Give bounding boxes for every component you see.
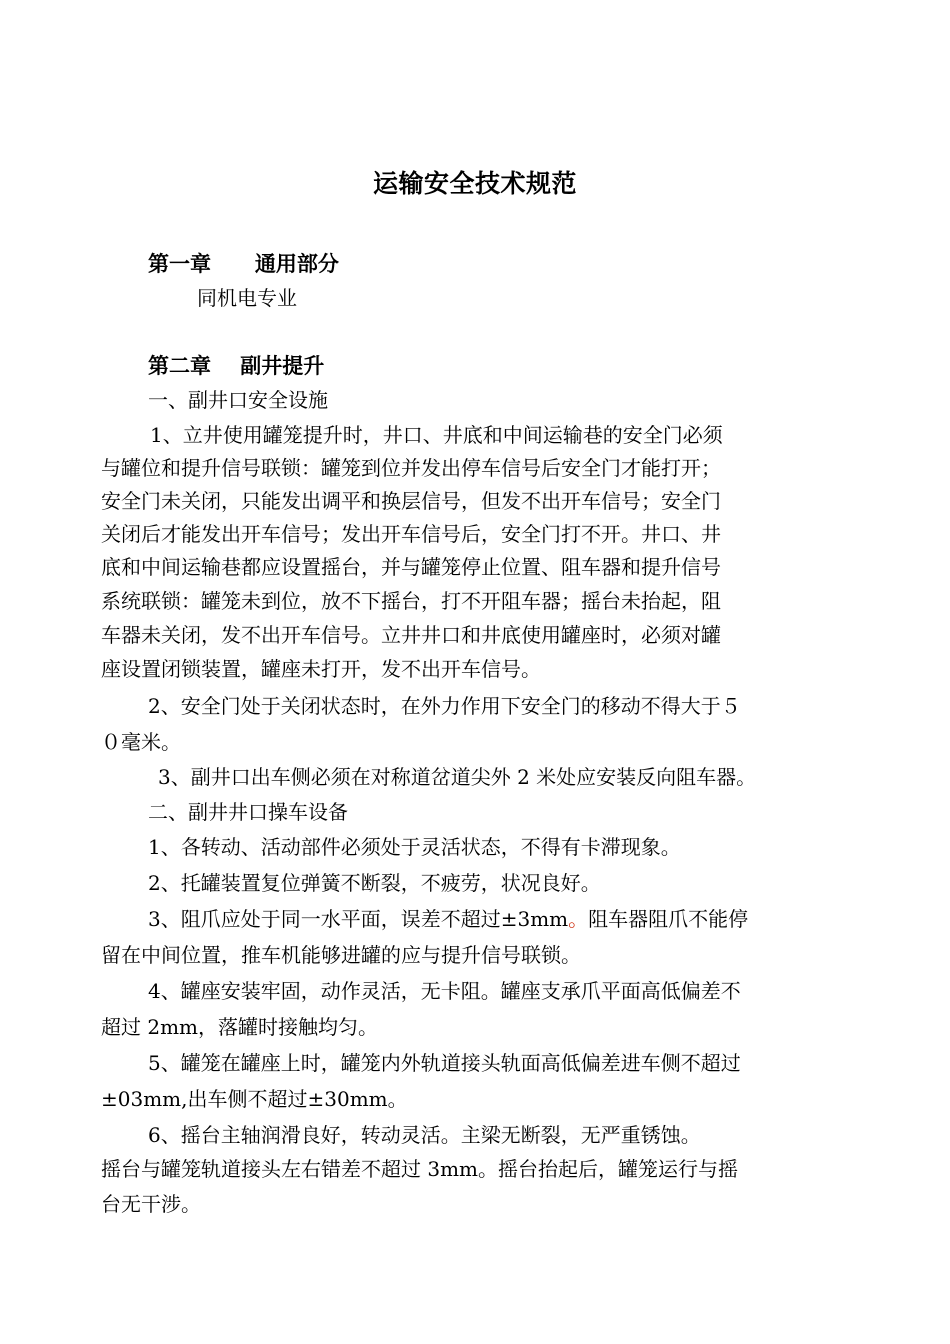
paragraph-line: 车器未关闭，发不出开车信号。立井井口和井底使用罐座时，必须对罐 [101,623,721,647]
paragraph-line: 5、罐笼在罐座上时，罐笼内外轨道接头轨面高低偏差进车侧不超过 [148,1051,741,1075]
paragraph-line: 摇台与罐笼轨道接头左右错差不超过 3mm。摇台抬起后，罐笼运行与摇 [101,1157,739,1181]
paragraph-line: 留在中间位置，推车机能够进罐的应与提升信号联锁。 [101,943,581,967]
paragraph-line [148,904,918,934]
paragraph-text: 3、阻爪应处于同一水平面，误差不超过±3mm [148,907,569,931]
paragraph-line: 超过 2mm，落罐时接触均匀。 [101,1015,379,1039]
paragraph-line: 2、安全门处于关闭状态时，在外力作用下安全门的移动不得大于５ [148,694,741,718]
paragraph-line: 安全门未关闭，只能发出调平和换层信号，但发不出开车信号；安全门 [101,489,721,513]
document-title: 运输安全技术规范 [372,169,577,198]
paragraph-line: ±03mm,出车侧不超过±30mm。 [101,1087,408,1111]
paragraph-line: 6、摇台主轴润滑良好，转动灵活。主梁无断裂，无严重锈蚀。 [148,1123,701,1147]
chapter-1-body: 同机电专业 [197,286,297,310]
paragraph-line: ０毫米。 [101,730,181,754]
paragraph-line: 座设置闭锁装置，罐座未打开，发不出开车信号。 [101,657,541,681]
paragraph-line: 台无干涉。 [101,1192,201,1216]
paragraph-line: 与罐位和提升信号联锁：罐笼到位并发出停车信号后安全门才能打开； [101,456,721,480]
paragraph-line: 底和中间运输巷都应设置摇台，并与罐笼停止位置、阻车器和提升信号 [101,555,721,579]
paragraph-line: 2、托罐装置复位弹簧不断裂，不疲劳，状况良好。 [148,871,601,895]
paragraph-line: 1、立井使用罐笼提升时，井口、井底和中间运输巷的安全门必须 [150,423,723,447]
paragraph-line: 系统联锁：罐笼未到位，放不下摇台，打不开阻车器；摇台未抬起，阻 [101,589,721,613]
chapter-2-heading: 第二章 副井提升 [148,353,325,378]
red-period: 。 [568,907,589,931]
paragraph-line: 3、副井口出车侧必须在对称道岔道尖外 2 米处应安装反向阻车器。 [158,765,757,789]
paragraph-text: 阻车器阻爪不能停 [588,907,749,931]
section-heading-1: 一、副井口安全设施 [148,388,328,412]
paragraph-line: 4、罐座安装牢固，动作灵活，无卡阻。罐座支承爪平面高低偏差不 [148,979,741,1003]
paragraph-line: 1、各转动、活动部件必须处于灵活状态，不得有卡滞现象。 [148,835,681,859]
chapter-1-heading: 第一章 通用部分 [148,251,339,276]
section-heading-2: 二、副井井口操车设备 [148,800,348,824]
paragraph-line: 关闭后才能发出开车信号；发出开车信号后，安全门打不开。井口、井 [101,522,721,546]
